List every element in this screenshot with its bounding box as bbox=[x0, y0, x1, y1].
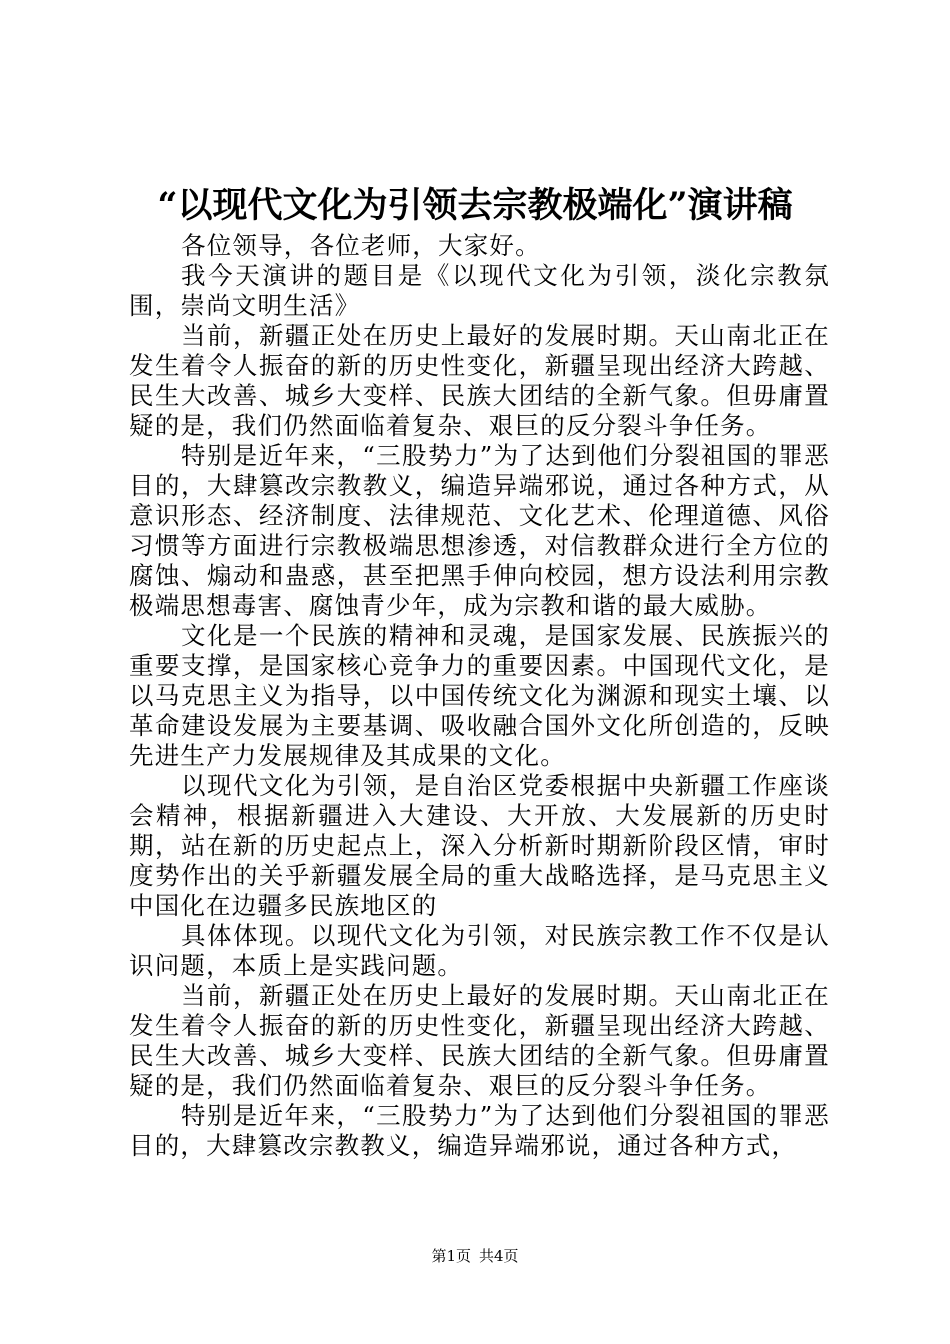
paragraph: 特别是近年来，“三股势力”为了达到他们分裂祖国的罪恶目的，大肆篡改宗教教义，编造异端邪说，通过各种方式， bbox=[129, 1101, 830, 1160]
page-footer bbox=[0, 1246, 950, 1266]
paragraph-topic: 我今天演讲的题目是《以现代文化为引领，淡化宗教氛围，崇尚文明生活》 bbox=[129, 261, 830, 320]
paragraph: 文化是一个民族的精神和灵魂，是国家发展、民族振兴的重要支撑，是国家核心竞争力的重要因素。中国现代文化，是以马克思主义为指导，以中国传统文化为渊源和现实土壤、以革命建设发展为主要基调、吸收融合国外文化所创造的，反映先进生产力发展规律及其成果的文化。 bbox=[129, 621, 830, 770]
page-number: 第1页 bbox=[431, 1247, 471, 1265]
paragraph-greeting: 各位领导，各位老师，大家好。 bbox=[181, 231, 541, 260]
paragraph: 具体体现。以现代文化为引领，对民族宗教工作不仅是认识问题，本质上是实践问题。 bbox=[129, 921, 830, 980]
paragraph: 当前，新疆正处在历史上最好的发展时期。天山南北正在发生着令人振奋的新的历史性变化，新疆呈现出经济大跨越、民生大改善、城乡大变样、民族大团结的全新气象。但毋庸置疑的是，我们仍然面临着复杂、艰巨的反分裂斗争任务。 bbox=[129, 981, 830, 1100]
paragraph: 以现代文化为引领，是自治区党委根据中央新疆工作座谈会精神，根据新疆进入大建设、大开放、大发展新的历史时期，站在新的历史起点上，深入分析新时期新阶段区情，审时度势作出的关乎新疆发展全局的重大战略选择，是马克思主义中国化在边疆多民族地区的 bbox=[129, 771, 830, 920]
document-body bbox=[129, 231, 830, 1161]
page-total: 共4页 bbox=[479, 1247, 519, 1265]
paragraph: 当前，新疆正处在历史上最好的发展时期。天山南北正在发生着令人振奋的新的历史性变化，新疆呈现出经济大跨越、民生大改善、城乡大变样、民族大团结的全新气象。但毋庸置疑的是，我们仍然面临着复杂、艰巨的反分裂斗争任务。 bbox=[129, 321, 830, 440]
paragraph: 特别是近年来，“三股势力”为了达到他们分裂祖国的罪恶目的，大肆篡改宗教教义，编造异端邪说，通过各种方式，从意识形态、经济制度、法律规范、文化艺术、伦理道德、风俗习惯等方面进行宗教极端思想渗透，对信教群众进行全方位的腐蚀、煽动和蛊惑，甚至把黑手伸向校园，想方设法利用宗教极端思想毒害、腐蚀青少年，成为宗教和谐的最大威胁。 bbox=[129, 441, 830, 620]
document-title: “以现代文化为引领去宗教极端化”演讲稿 bbox=[157, 185, 793, 226]
